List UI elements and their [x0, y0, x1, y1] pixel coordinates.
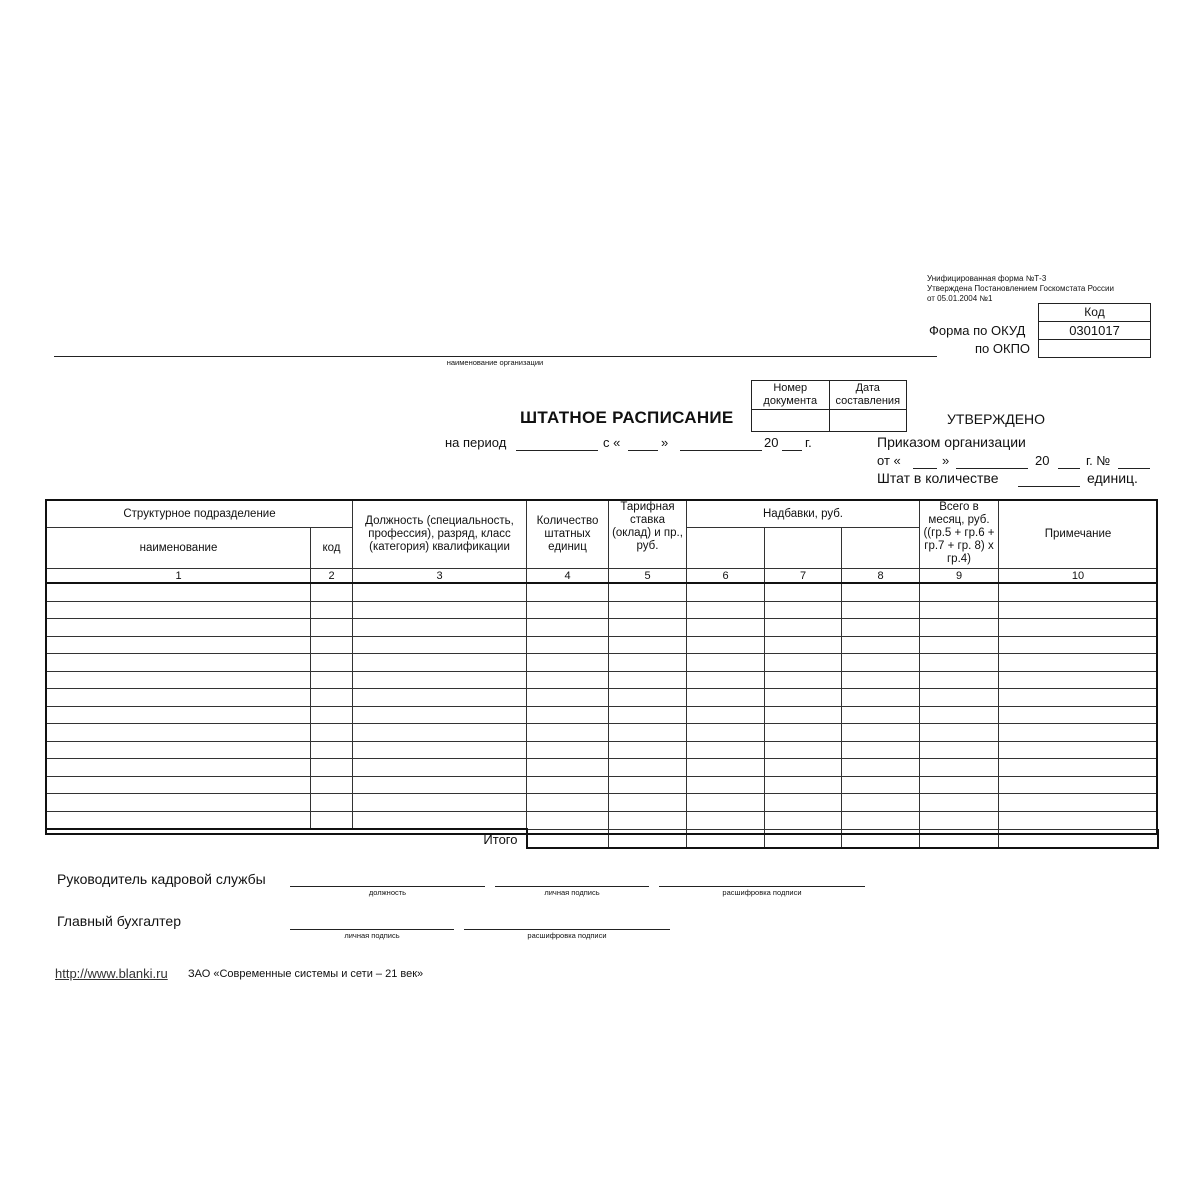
col-number: 8 [842, 569, 920, 584]
table-cell[interactable] [47, 654, 311, 672]
table-cell[interactable] [353, 811, 527, 829]
table-cell[interactable] [527, 794, 609, 812]
col-count-header: Количество штатных единиц [527, 501, 609, 569]
table-cell[interactable] [47, 776, 311, 794]
table-cell[interactable] [527, 706, 609, 724]
table-cell[interactable] [353, 794, 527, 812]
table-cell[interactable] [842, 811, 920, 829]
table-cell[interactable] [527, 601, 609, 619]
bonus-sub-3 [842, 528, 920, 569]
order-from-quote: от « [877, 453, 901, 468]
table-cell[interactable] [765, 654, 842, 672]
col-number: 5 [609, 569, 687, 584]
okud-value[interactable]: 0301017 [1039, 322, 1150, 340]
table-cell[interactable] [353, 671, 527, 689]
table-cell[interactable] [999, 689, 1158, 707]
table-cell[interactable] [353, 759, 527, 777]
period-day-field[interactable] [628, 450, 658, 451]
table-cell[interactable] [311, 759, 353, 777]
table-cell[interactable] [687, 671, 765, 689]
col-note-header: Примечание [999, 501, 1158, 569]
table-cell[interactable] [920, 741, 999, 759]
table-cell[interactable] [47, 724, 311, 742]
table-row [47, 776, 1158, 794]
bonus-sub-2 [765, 528, 842, 569]
total-cell[interactable] [609, 829, 687, 848]
table-cell[interactable] [311, 654, 353, 672]
table-cell[interactable] [765, 811, 842, 829]
table-cell[interactable] [999, 654, 1158, 672]
table-cell[interactable] [842, 636, 920, 654]
total-cell[interactable] [842, 829, 920, 848]
table-cell[interactable] [999, 776, 1158, 794]
period-year-suffix: г. [805, 435, 812, 450]
table-cell[interactable] [353, 583, 527, 601]
org-name-caption: наименование организации [446, 358, 544, 367]
total-cell[interactable] [920, 829, 999, 848]
accountant-decode-field[interactable] [464, 929, 670, 930]
col-code-header: код [311, 528, 353, 569]
struct-header: Структурное подразделение [47, 501, 353, 528]
footer-link[interactable]: http://www.blanki.ru [55, 966, 168, 981]
table-cell[interactable] [920, 671, 999, 689]
table-cell[interactable] [999, 794, 1158, 812]
table-cell[interactable] [311, 776, 353, 794]
table-cell[interactable] [687, 741, 765, 759]
table-cell[interactable] [765, 776, 842, 794]
table-cell[interactable] [765, 671, 842, 689]
table-cell[interactable] [353, 654, 527, 672]
form-header [927, 274, 1114, 304]
table-cell[interactable] [920, 794, 999, 812]
chief-accountant-label: Главный бухгалтер [57, 913, 181, 929]
order-month-field[interactable] [956, 468, 1028, 469]
table-row [47, 794, 1158, 812]
approved-title: УТВЕРЖДЕНО [947, 411, 1046, 427]
table-cell[interactable] [842, 759, 920, 777]
table-cell[interactable] [47, 811, 311, 829]
table-cell[interactable] [311, 583, 353, 601]
hr-signature-field[interactable] [495, 886, 649, 887]
table-cell[interactable] [842, 724, 920, 742]
table-cell[interactable] [842, 601, 920, 619]
table-cell[interactable] [842, 776, 920, 794]
table-cell[interactable] [527, 811, 609, 829]
form-header-line1: Унифицированная форма №Т-3 [927, 274, 1047, 283]
table-cell[interactable] [687, 636, 765, 654]
order-day-field[interactable] [913, 468, 937, 469]
table-cell[interactable] [920, 583, 999, 601]
order-label: Приказом организации [877, 434, 1026, 450]
table-cell[interactable] [47, 794, 311, 812]
period-year-prefix: 20 [764, 435, 779, 450]
table-cell[interactable] [353, 689, 527, 707]
table-cell[interactable] [842, 619, 920, 637]
table-cell[interactable] [999, 759, 1158, 777]
table-cell[interactable] [609, 689, 687, 707]
table-row [47, 636, 1158, 654]
table-cell[interactable] [609, 741, 687, 759]
table-cell[interactable] [527, 654, 609, 672]
table-cell[interactable] [999, 706, 1158, 724]
table-cell[interactable] [999, 619, 1158, 637]
table-cell[interactable] [687, 654, 765, 672]
staff-count-label: Штат в количестве [877, 470, 999, 486]
total-cell[interactable] [527, 829, 609, 848]
period-year-field[interactable] [782, 450, 802, 451]
table-cell[interactable] [920, 654, 999, 672]
table-cell[interactable] [609, 794, 687, 812]
col-total-header: Всего в месяц, руб. ((гр.5 + гр.6 + гр.7 + гр. 8) х гр.4) [920, 501, 999, 569]
col-number: 10 [999, 569, 1158, 584]
table-row [47, 759, 1158, 777]
col-number: 1 [47, 569, 311, 584]
table-cell[interactable] [687, 619, 765, 637]
code-header: Код [1039, 304, 1150, 322]
column-numbers-row [47, 569, 1158, 584]
table-cell[interactable] [353, 636, 527, 654]
table-cell[interactable] [999, 583, 1158, 601]
table-cell[interactable] [311, 706, 353, 724]
table-cell[interactable] [311, 671, 353, 689]
hr-signature-caption: личная подпись [544, 888, 600, 897]
table-cell[interactable] [311, 636, 353, 654]
table-cell[interactable] [527, 776, 609, 794]
table-cell[interactable] [687, 706, 765, 724]
table-row [47, 724, 1158, 742]
doc-number-field[interactable] [752, 410, 829, 431]
hr-position-caption: должность [368, 888, 407, 897]
table-cell[interactable] [527, 671, 609, 689]
table-cell[interactable] [353, 724, 527, 742]
table-cell[interactable] [920, 689, 999, 707]
table-cell[interactable] [842, 583, 920, 601]
table-cell[interactable] [311, 619, 353, 637]
table-cell[interactable] [920, 706, 999, 724]
col-number: 2 [311, 569, 353, 584]
table-cell[interactable] [353, 619, 527, 637]
table-cell[interactable] [609, 671, 687, 689]
table-cell[interactable] [527, 759, 609, 777]
table-cell[interactable] [765, 724, 842, 742]
table-cell[interactable] [609, 759, 687, 777]
table-cell[interactable] [920, 636, 999, 654]
total-cell[interactable] [999, 829, 1158, 848]
table-cell[interactable] [999, 636, 1158, 654]
table-cell[interactable] [765, 741, 842, 759]
table-cell[interactable] [47, 759, 311, 777]
period-from-quote: с « [603, 435, 621, 450]
table-cell[interactable] [765, 636, 842, 654]
table-row [47, 689, 1158, 707]
table-cell[interactable] [353, 601, 527, 619]
table-cell[interactable] [999, 724, 1158, 742]
hr-position-field[interactable] [290, 886, 485, 887]
col-number: 3 [353, 569, 527, 584]
table-cell[interactable] [920, 759, 999, 777]
table-cell[interactable] [311, 601, 353, 619]
order-number-label: г. № [1086, 453, 1111, 468]
order-year-field[interactable] [1058, 468, 1080, 469]
total-cell[interactable] [687, 829, 765, 848]
table-cell[interactable] [47, 689, 311, 707]
accountant-decode-caption: расшифровка подписи [527, 931, 607, 940]
table-cell[interactable] [920, 776, 999, 794]
order-number-field[interactable] [1118, 468, 1150, 469]
table-cell[interactable] [999, 671, 1158, 689]
okpo-value[interactable] [1039, 340, 1150, 357]
table-cell[interactable] [609, 601, 687, 619]
table-cell[interactable] [47, 671, 311, 689]
okpo-label: по ОКПО [975, 341, 1031, 356]
table-cell[interactable] [47, 636, 311, 654]
table-cell[interactable] [687, 776, 765, 794]
table-cell[interactable] [311, 811, 353, 829]
doc-date-label: Дата составления [830, 381, 907, 410]
table-cell[interactable] [609, 583, 687, 601]
bonus-sub-1 [687, 528, 765, 569]
table-cell[interactable] [609, 724, 687, 742]
table-cell[interactable] [47, 619, 311, 637]
footer-company: ЗАО «Современные системы и сети – 21 век» [188, 968, 424, 980]
col-position-header: Должность (специальность, профессия), разряд, класс (категория) квалификации [353, 501, 527, 569]
period-field[interactable] [516, 450, 598, 451]
table-cell[interactable] [311, 741, 353, 759]
table-cell[interactable] [609, 654, 687, 672]
table-cell[interactable] [609, 636, 687, 654]
table-cell[interactable] [527, 689, 609, 707]
table-cell[interactable] [842, 671, 920, 689]
total-row [47, 829, 1158, 848]
col-number: 6 [687, 569, 765, 584]
table-cell[interactable] [687, 759, 765, 777]
table-cell[interactable] [765, 583, 842, 601]
table-cell[interactable] [527, 636, 609, 654]
total-label: Итого [47, 829, 527, 848]
table-cell[interactable] [353, 706, 527, 724]
table-cell[interactable] [527, 619, 609, 637]
table-cell[interactable] [353, 741, 527, 759]
accountant-signature-field[interactable] [290, 929, 454, 930]
table-cell[interactable] [920, 811, 999, 829]
table-cell[interactable] [999, 811, 1158, 829]
staff-table [46, 500, 1159, 849]
form-header-line2: Утверждена Постановлением Госкомстата России [927, 284, 1114, 293]
table-cell[interactable] [353, 776, 527, 794]
table-row [47, 619, 1158, 637]
table-cell[interactable] [842, 741, 920, 759]
page-title: ШТАТНОЕ РАСПИСАНИЕ [520, 408, 734, 427]
col-name-header: наименование [47, 528, 311, 569]
table-cell[interactable] [765, 601, 842, 619]
table-row [47, 706, 1158, 724]
table-cell[interactable] [609, 811, 687, 829]
table-cell[interactable] [687, 583, 765, 601]
table-cell[interactable] [609, 776, 687, 794]
table-cell[interactable] [687, 794, 765, 812]
col-bonus-header: Надбавки, руб. [687, 501, 920, 528]
doc-date-field[interactable] [830, 410, 907, 431]
total-cell[interactable] [765, 829, 842, 848]
accountant-signature-caption: личная подпись [344, 931, 400, 940]
table-cell[interactable] [842, 794, 920, 812]
period-close-quote: » [661, 435, 669, 450]
table-cell[interactable] [527, 724, 609, 742]
period-month-field[interactable] [680, 450, 762, 451]
table-cell[interactable] [47, 583, 311, 601]
table-cell[interactable] [842, 706, 920, 724]
staff-units-label: единиц. [1087, 470, 1138, 486]
table-row [47, 583, 1158, 601]
table-cell[interactable] [920, 601, 999, 619]
table-cell[interactable] [765, 706, 842, 724]
table-row [47, 601, 1158, 619]
table-cell[interactable] [687, 811, 765, 829]
table-cell[interactable] [527, 583, 609, 601]
table-cell[interactable] [999, 601, 1158, 619]
okud-label: Форма по ОКУД [929, 323, 1026, 338]
table-cell[interactable] [687, 601, 765, 619]
doc-number-label: Номер документа [752, 381, 829, 410]
form-header-line3: от 05.01.2004 №1 [927, 294, 993, 303]
table-row [47, 671, 1158, 689]
table-cell[interactable] [47, 741, 311, 759]
org-name-field[interactable] [54, 356, 937, 357]
table-cell[interactable] [765, 689, 842, 707]
table-cell[interactable] [311, 689, 353, 707]
staff-count-field[interactable] [1018, 486, 1080, 487]
table-row [47, 811, 1158, 829]
col-number: 7 [765, 569, 842, 584]
table-cell[interactable] [527, 741, 609, 759]
order-close-quote: » [942, 453, 950, 468]
table-row [47, 741, 1158, 759]
table-cell[interactable] [765, 759, 842, 777]
col-number: 4 [527, 569, 609, 584]
hr-decode-caption: расшифровка подписи [722, 888, 802, 897]
table-cell[interactable] [47, 601, 311, 619]
table-cell[interactable] [765, 794, 842, 812]
code-box [1038, 303, 1151, 358]
table-cell[interactable] [609, 706, 687, 724]
col-number: 9 [920, 569, 999, 584]
doc-number-box [751, 380, 907, 432]
table-cell[interactable] [609, 619, 687, 637]
table-cell[interactable] [47, 706, 311, 724]
table-cell[interactable] [842, 689, 920, 707]
table-cell[interactable] [687, 724, 765, 742]
table-cell[interactable] [687, 689, 765, 707]
table-cell[interactable] [920, 724, 999, 742]
table-cell[interactable] [311, 794, 353, 812]
order-year-prefix: 20 [1035, 453, 1050, 468]
table-cell[interactable] [311, 724, 353, 742]
table-cell[interactable] [999, 741, 1158, 759]
table-cell[interactable] [920, 619, 999, 637]
table-cell[interactable] [765, 619, 842, 637]
table-row [47, 654, 1158, 672]
period-label: на период [445, 435, 507, 450]
hr-head-label: Руководитель кадровой службы [57, 871, 266, 887]
col-rate-header: Тарифная ставка (оклад) и пр., руб. [609, 501, 687, 569]
table-cell[interactable] [842, 654, 920, 672]
hr-decode-field[interactable] [659, 886, 865, 887]
